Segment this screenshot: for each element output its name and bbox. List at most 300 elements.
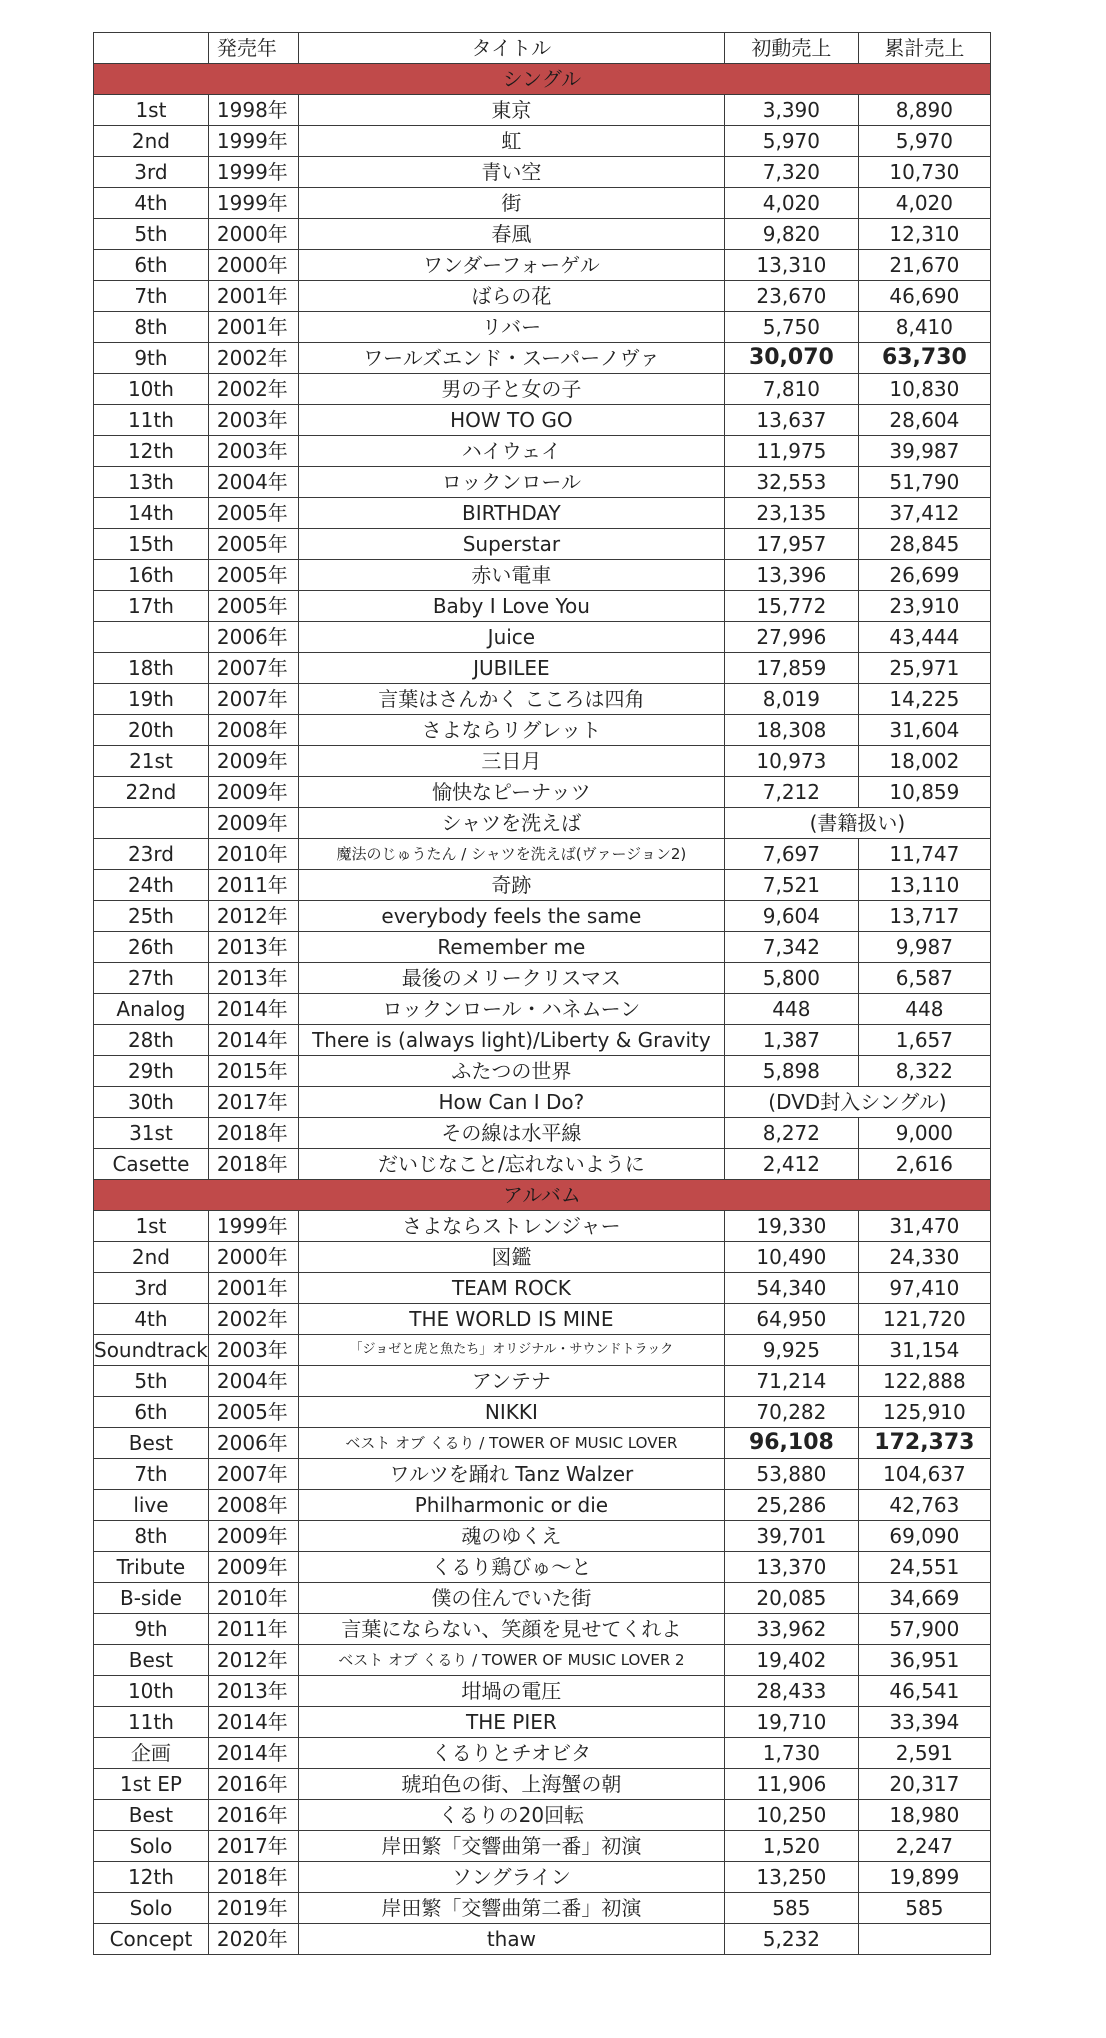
release-number: Solo <box>94 1893 209 1924</box>
release-number: 20th <box>94 715 209 746</box>
table-row <box>94 622 991 653</box>
release-number: B-side <box>94 1583 209 1614</box>
cumulative-sales: 33,394 <box>858 1707 990 1738</box>
cumulative-sales: 51,790 <box>858 467 990 498</box>
release-year: 2006年 <box>208 622 298 653</box>
section-title: シングル <box>94 64 991 95</box>
first-week-sales: 585 <box>724 1893 858 1924</box>
section-header-row <box>94 1180 991 1211</box>
release-title: ベスト オブ くるり / TOWER OF MUSIC LOVER <box>298 1428 724 1459</box>
release-year: 2017年 <box>208 1831 298 1862</box>
cumulative-sales: 18,980 <box>858 1800 990 1831</box>
release-title: ワルツを踊れ Tanz Walzer <box>298 1459 724 1490</box>
cumulative-sales: 10,859 <box>858 777 990 808</box>
section-header-row <box>94 64 991 95</box>
release-number: 27th <box>94 963 209 994</box>
first-week-sales: 9,820 <box>724 219 858 250</box>
release-title: だいじなこと/忘れないように <box>298 1149 724 1180</box>
table-row <box>94 157 991 188</box>
sales-table <box>93 32 991 1955</box>
cumulative-sales: 2,616 <box>858 1149 990 1180</box>
release-number: 10th <box>94 374 209 405</box>
cumulative-sales: 8,890 <box>858 95 990 126</box>
release-number: 6th <box>94 1397 209 1428</box>
first-week-sales: 64,950 <box>724 1304 858 1335</box>
release-year: 2001年 <box>208 1273 298 1304</box>
table-row <box>94 467 991 498</box>
release-title: 赤い電車 <box>298 560 724 591</box>
release-title: HOW TO GO <box>298 405 724 436</box>
release-title: ロックンロール <box>298 467 724 498</box>
release-year: 2014年 <box>208 1707 298 1738</box>
table-row <box>94 1087 991 1118</box>
release-number: 6th <box>94 250 209 281</box>
cumulative-sales: 69,090 <box>858 1521 990 1552</box>
first-week-sales: 11,906 <box>724 1769 858 1800</box>
release-year: 2001年 <box>208 312 298 343</box>
release-number: 17th <box>94 591 209 622</box>
table-row <box>94 1366 991 1397</box>
release-year: 2016年 <box>208 1800 298 1831</box>
release-number: 1st EP <box>94 1769 209 1800</box>
table-row <box>94 839 991 870</box>
cumulative-sales: 97,410 <box>858 1273 990 1304</box>
release-title: Superstar <box>298 529 724 560</box>
release-number: 10th <box>94 1676 209 1707</box>
first-week-sales: 32,553 <box>724 467 858 498</box>
release-number: 3rd <box>94 157 209 188</box>
release-title: 虹 <box>298 126 724 157</box>
release-number: Soundtrack <box>94 1335 209 1366</box>
release-year: 2008年 <box>208 715 298 746</box>
first-week-sales: 96,108 <box>724 1428 858 1459</box>
cumulative-sales: 10,730 <box>858 157 990 188</box>
release-number: 7th <box>94 1459 209 1490</box>
release-number: Best <box>94 1800 209 1831</box>
cumulative-sales: 10,830 <box>858 374 990 405</box>
release-number: 5th <box>94 219 209 250</box>
cumulative-sales: 4,020 <box>858 188 990 219</box>
release-year: 2003年 <box>208 405 298 436</box>
first-week-sales: 30,070 <box>724 343 858 374</box>
release-number: 19th <box>94 684 209 715</box>
sales-note: (DVD封入シングル) <box>724 1087 990 1118</box>
table-row <box>94 591 991 622</box>
first-week-sales: 27,996 <box>724 622 858 653</box>
first-week-sales: 7,810 <box>724 374 858 405</box>
table-row <box>94 1862 991 1893</box>
first-week-sales: 1,387 <box>724 1025 858 1056</box>
release-number: Best <box>94 1428 209 1459</box>
release-number: 25th <box>94 901 209 932</box>
release-title: everybody feels the same <box>298 901 724 932</box>
release-year: 2018年 <box>208 1149 298 1180</box>
release-title: 言葉にならない、笑顔を見せてくれよ <box>298 1614 724 1645</box>
cumulative-sales: 8,322 <box>858 1056 990 1087</box>
release-title: BIRTHDAY <box>298 498 724 529</box>
table-row <box>94 126 991 157</box>
cumulative-sales: 31,604 <box>858 715 990 746</box>
release-title: JUBILEE <box>298 653 724 684</box>
first-week-sales: 18,308 <box>724 715 858 746</box>
release-year: 2012年 <box>208 1645 298 1676</box>
cumulative-sales: 26,699 <box>858 560 990 591</box>
release-title: Philharmonic or die <box>298 1490 724 1521</box>
release-title: 春風 <box>298 219 724 250</box>
first-week-sales: 15,772 <box>724 591 858 622</box>
first-week-sales: 17,957 <box>724 529 858 560</box>
release-title: リバー <box>298 312 724 343</box>
release-year: 2009年 <box>208 1552 298 1583</box>
release-number: 1st <box>94 95 209 126</box>
first-week-sales: 23,670 <box>724 281 858 312</box>
release-year: 1999年 <box>208 188 298 219</box>
release-year: 2020年 <box>208 1924 298 1955</box>
cumulative-sales: 37,412 <box>858 498 990 529</box>
release-year: 2008年 <box>208 1490 298 1521</box>
release-year: 2003年 <box>208 1335 298 1366</box>
table-row <box>94 188 991 219</box>
table-row <box>94 901 991 932</box>
table-row <box>94 1614 991 1645</box>
first-week-sales: 10,250 <box>724 1800 858 1831</box>
release-year: 2018年 <box>208 1118 298 1149</box>
release-title: ばらの花 <box>298 281 724 312</box>
release-year: 2009年 <box>208 808 298 839</box>
cumulative-sales: 57,900 <box>858 1614 990 1645</box>
release-number: 18th <box>94 653 209 684</box>
header-release-year: 発売年 <box>208 33 298 64</box>
table-row <box>94 560 991 591</box>
release-title: 男の子と女の子 <box>298 374 724 405</box>
release-number: 3rd <box>94 1273 209 1304</box>
table-row <box>94 436 991 467</box>
release-number: 8th <box>94 312 209 343</box>
cumulative-sales: 121,720 <box>858 1304 990 1335</box>
table-row <box>94 1025 991 1056</box>
release-title: ふたつの世界 <box>298 1056 724 1087</box>
release-title: 坩堝の電圧 <box>298 1676 724 1707</box>
cumulative-sales: 104,637 <box>858 1459 990 1490</box>
first-week-sales: 8,272 <box>724 1118 858 1149</box>
header-first-week: 初動売上 <box>724 33 858 64</box>
cumulative-sales: 20,317 <box>858 1769 990 1800</box>
first-week-sales: 11,975 <box>724 436 858 467</box>
table-row <box>94 1118 991 1149</box>
table-row <box>94 1924 991 1955</box>
release-title: くるりの20回転 <box>298 1800 724 1831</box>
first-week-sales: 39,701 <box>724 1521 858 1552</box>
first-week-sales: 17,859 <box>724 653 858 684</box>
release-year: 2011年 <box>208 1614 298 1645</box>
first-week-sales: 1,730 <box>724 1738 858 1769</box>
cumulative-sales: 13,717 <box>858 901 990 932</box>
cumulative-sales: 34,669 <box>858 1583 990 1614</box>
table-row <box>94 250 991 281</box>
first-week-sales: 5,750 <box>724 312 858 343</box>
table-row <box>94 1490 991 1521</box>
release-number: 7th <box>94 281 209 312</box>
first-week-sales: 5,800 <box>724 963 858 994</box>
release-title: 三日月 <box>298 746 724 777</box>
release-year: 2013年 <box>208 963 298 994</box>
release-year: 2000年 <box>208 1242 298 1273</box>
table-row <box>94 1583 991 1614</box>
cumulative-sales: 9,987 <box>858 932 990 963</box>
release-year: 2005年 <box>208 498 298 529</box>
table-row <box>94 1738 991 1769</box>
release-title: 岸田繁「交響曲第二番」初演 <box>298 1893 724 1924</box>
release-title: 最後のメリークリスマス <box>298 963 724 994</box>
release-year: 2002年 <box>208 374 298 405</box>
release-year: 2000年 <box>208 219 298 250</box>
header-cumulative: 累計売上 <box>858 33 990 64</box>
release-number: 9th <box>94 343 209 374</box>
first-week-sales: 5,898 <box>724 1056 858 1087</box>
first-week-sales: 19,330 <box>724 1211 858 1242</box>
first-week-sales: 28,433 <box>724 1676 858 1707</box>
release-year: 2000年 <box>208 250 298 281</box>
cumulative-sales: 31,470 <box>858 1211 990 1242</box>
release-year: 2010年 <box>208 1583 298 1614</box>
first-week-sales: 8,019 <box>724 684 858 715</box>
first-week-sales: 7,320 <box>724 157 858 188</box>
release-year: 2009年 <box>208 1521 298 1552</box>
first-week-sales: 5,970 <box>724 126 858 157</box>
release-title: 魔法のじゅうたん / シャツを洗えば(ヴァージョン2) <box>298 839 724 870</box>
release-number: Casette <box>94 1149 209 1180</box>
first-week-sales: 7,521 <box>724 870 858 901</box>
table-row <box>94 1304 991 1335</box>
release-number: Tribute <box>94 1552 209 1583</box>
release-year: 2004年 <box>208 467 298 498</box>
release-year: 1999年 <box>208 157 298 188</box>
cumulative-sales: 12,310 <box>858 219 990 250</box>
cumulative-sales: 448 <box>858 994 990 1025</box>
table-row <box>94 715 991 746</box>
release-year: 1999年 <box>208 126 298 157</box>
release-number: 22nd <box>94 777 209 808</box>
release-title: さよならリグレット <box>298 715 724 746</box>
first-week-sales: 10,490 <box>724 1242 858 1273</box>
first-week-sales: 10,973 <box>724 746 858 777</box>
release-year: 2014年 <box>208 1025 298 1056</box>
release-title: How Can I Do? <box>298 1087 724 1118</box>
release-number: 2nd <box>94 1242 209 1273</box>
cumulative-sales: 1,657 <box>858 1025 990 1056</box>
first-week-sales: 3,390 <box>724 95 858 126</box>
release-year: 1998年 <box>208 95 298 126</box>
release-number: 13th <box>94 467 209 498</box>
release-title: アンテナ <box>298 1366 724 1397</box>
release-number: 4th <box>94 1304 209 1335</box>
release-number: 8th <box>94 1521 209 1552</box>
table-row <box>94 777 991 808</box>
release-title: Baby I Love You <box>298 591 724 622</box>
release-year: 2005年 <box>208 529 298 560</box>
release-number: 26th <box>94 932 209 963</box>
table-row <box>94 343 991 374</box>
release-title: 言葉はさんかく こころは四角 <box>298 684 724 715</box>
first-week-sales: 70,282 <box>724 1397 858 1428</box>
table-row <box>94 808 991 839</box>
header-no <box>94 33 209 64</box>
cumulative-sales: 63,730 <box>858 343 990 374</box>
cumulative-sales: 46,541 <box>858 1676 990 1707</box>
release-title: Juice <box>298 622 724 653</box>
release-title: 僕の住んでいた街 <box>298 1583 724 1614</box>
table-row <box>94 1056 991 1087</box>
release-year: 2017年 <box>208 1087 298 1118</box>
header-row <box>94 33 991 64</box>
first-week-sales: 1,520 <box>724 1831 858 1862</box>
release-year: 2005年 <box>208 1397 298 1428</box>
release-number: 15th <box>94 529 209 560</box>
table-row <box>94 1335 991 1366</box>
first-week-sales: 20,085 <box>724 1583 858 1614</box>
release-year: 1999年 <box>208 1211 298 1242</box>
release-title: ハイウェイ <box>298 436 724 467</box>
release-title: さよならストレンジャー <box>298 1211 724 1242</box>
table-row <box>94 529 991 560</box>
release-title: 街 <box>298 188 724 219</box>
release-year: 2012年 <box>208 901 298 932</box>
release-number: live <box>94 1490 209 1521</box>
release-year: 2010年 <box>208 839 298 870</box>
release-year: 2007年 <box>208 684 298 715</box>
cumulative-sales: 125,910 <box>858 1397 990 1428</box>
release-number: 11th <box>94 405 209 436</box>
first-week-sales: 5,232 <box>724 1924 858 1955</box>
release-title: THE WORLD IS MINE <box>298 1304 724 1335</box>
sales-note: (書籍扱い) <box>724 808 990 839</box>
table-row <box>94 374 991 405</box>
release-title: 図鑑 <box>298 1242 724 1273</box>
release-title: 愉快なピーナッツ <box>298 777 724 808</box>
release-title: Remember me <box>298 932 724 963</box>
release-number: 23rd <box>94 839 209 870</box>
release-number: 4th <box>94 188 209 219</box>
first-week-sales: 54,340 <box>724 1273 858 1304</box>
release-title: くるりとチオビタ <box>298 1738 724 1769</box>
release-number: 5th <box>94 1366 209 1397</box>
release-number <box>94 808 209 839</box>
cumulative-sales: 11,747 <box>858 839 990 870</box>
cumulative-sales: 28,845 <box>858 529 990 560</box>
cumulative-sales: 585 <box>858 1893 990 1924</box>
first-week-sales: 13,637 <box>724 405 858 436</box>
first-week-sales: 19,402 <box>724 1645 858 1676</box>
table-row <box>94 1149 991 1180</box>
release-title: 「ジョゼと虎と魚たち」オリジナル・サウンドトラック <box>298 1335 724 1366</box>
sales-table-body <box>94 33 991 1955</box>
first-week-sales: 25,286 <box>724 1490 858 1521</box>
cumulative-sales: 172,373 <box>858 1428 990 1459</box>
cumulative-sales: 122,888 <box>858 1366 990 1397</box>
release-year: 2002年 <box>208 343 298 374</box>
first-week-sales: 13,250 <box>724 1862 858 1893</box>
table-row <box>94 1211 991 1242</box>
cumulative-sales: 2,247 <box>858 1831 990 1862</box>
release-number: Concept <box>94 1924 209 1955</box>
release-number: Best <box>94 1645 209 1676</box>
table-row <box>94 1676 991 1707</box>
release-year: 2002年 <box>208 1304 298 1335</box>
first-week-sales: 4,020 <box>724 188 858 219</box>
release-year: 2004年 <box>208 1366 298 1397</box>
release-year: 2007年 <box>208 1459 298 1490</box>
table-row <box>94 281 991 312</box>
cumulative-sales: 18,002 <box>858 746 990 777</box>
cumulative-sales: 46,690 <box>858 281 990 312</box>
first-week-sales: 13,310 <box>724 250 858 281</box>
cumulative-sales: 6,587 <box>858 963 990 994</box>
table-row <box>94 1459 991 1490</box>
release-number: 11th <box>94 1707 209 1738</box>
release-number: Solo <box>94 1831 209 1862</box>
release-year: 2013年 <box>208 932 298 963</box>
release-title: 青い空 <box>298 157 724 188</box>
release-title: ベスト オブ くるり / TOWER OF MUSIC LOVER 2 <box>298 1645 724 1676</box>
cumulative-sales: 25,971 <box>858 653 990 684</box>
table-row <box>94 1831 991 1862</box>
first-week-sales: 9,604 <box>724 901 858 932</box>
release-year: 2014年 <box>208 994 298 1025</box>
release-number: 24th <box>94 870 209 901</box>
cumulative-sales: 24,551 <box>858 1552 990 1583</box>
release-title: ワンダーフォーゲル <box>298 250 724 281</box>
release-title: 魂のゆくえ <box>298 1521 724 1552</box>
release-year: 2006年 <box>208 1428 298 1459</box>
release-year: 2014年 <box>208 1738 298 1769</box>
release-number: 12th <box>94 1862 209 1893</box>
table-row <box>94 1242 991 1273</box>
cumulative-sales: 21,670 <box>858 250 990 281</box>
table-row <box>94 963 991 994</box>
release-year: 2011年 <box>208 870 298 901</box>
table-row <box>94 1645 991 1676</box>
table-row <box>94 1521 991 1552</box>
first-week-sales: 13,370 <box>724 1552 858 1583</box>
release-title: TEAM ROCK <box>298 1273 724 1304</box>
release-number: 1st <box>94 1211 209 1242</box>
header-title: タイトル <box>298 33 724 64</box>
release-year: 2016年 <box>208 1769 298 1800</box>
release-title: 琥珀色の街、上海蟹の朝 <box>298 1769 724 1800</box>
cumulative-sales: 28,604 <box>858 405 990 436</box>
release-title: くるり鶏びゅ〜と <box>298 1552 724 1583</box>
table-row <box>94 870 991 901</box>
first-week-sales: 13,396 <box>724 560 858 591</box>
release-number: 企画 <box>94 1738 209 1769</box>
release-number: 28th <box>94 1025 209 1056</box>
cumulative-sales: 39,987 <box>858 436 990 467</box>
release-year: 2018年 <box>208 1862 298 1893</box>
table-row <box>94 684 991 715</box>
release-title: NIKKI <box>298 1397 724 1428</box>
table-row <box>94 312 991 343</box>
table-row <box>94 1800 991 1831</box>
table-row <box>94 1707 991 1738</box>
cumulative-sales: 5,970 <box>858 126 990 157</box>
table-row <box>94 994 991 1025</box>
first-week-sales: 33,962 <box>724 1614 858 1645</box>
cumulative-sales: 8,410 <box>858 312 990 343</box>
table-row <box>94 405 991 436</box>
table-row <box>94 498 991 529</box>
release-title: THE PIER <box>298 1707 724 1738</box>
first-week-sales: 19,710 <box>724 1707 858 1738</box>
